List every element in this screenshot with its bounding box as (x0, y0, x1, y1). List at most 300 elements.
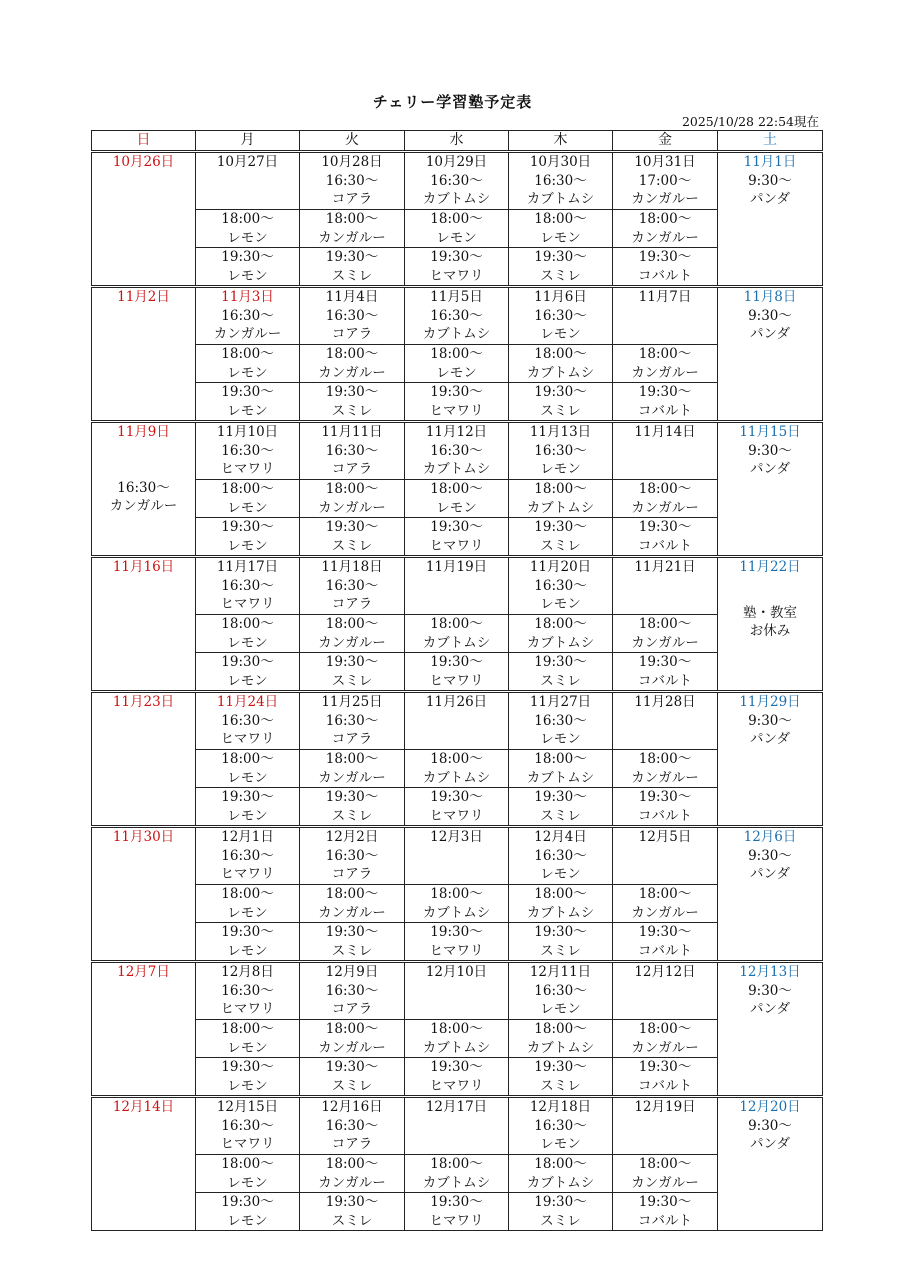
week-row-1930 (92, 248, 823, 287)
class-time: 18:00〜 (221, 616, 274, 632)
class-name: カンガルー (213, 326, 282, 342)
date-label: 12月8日 (221, 964, 274, 980)
class-time: 18:00〜 (325, 1156, 379, 1172)
weekday-cell (509, 962, 613, 1020)
weekday-cell (509, 557, 613, 615)
week-row-afternoon (92, 827, 823, 885)
class-time: 19:30〜 (325, 519, 379, 535)
class-time: 19:30〜 (325, 789, 379, 805)
class-time: 19:30〜 (430, 519, 483, 535)
class-time: 19:30〜 (221, 654, 274, 670)
slot-cell (196, 383, 300, 422)
class-name: レモン (227, 769, 268, 786)
slot-cell (300, 248, 405, 287)
class-time: 18:00〜 (325, 481, 379, 497)
slot-cell (405, 750, 509, 788)
slot-cell (405, 788, 509, 827)
date-label: 11月21日 (634, 559, 696, 575)
class-name: コバルト (638, 402, 692, 419)
class-name: スミレ (540, 1077, 581, 1094)
saturday-cell (718, 962, 823, 1097)
class-name: スミレ (540, 672, 581, 689)
class-name: レモン (227, 1039, 268, 1056)
page-title: チェリー学習塾予定表 (372, 93, 533, 111)
date-label: 11月22日 (739, 559, 801, 575)
class-name: ヒマワリ (220, 731, 275, 747)
slot-cell (613, 480, 718, 518)
week-row-afternoon (92, 557, 823, 615)
class-time: 18:00〜 (430, 211, 483, 227)
weekday-cell (613, 827, 718, 885)
week-row-1930 (92, 518, 823, 557)
class-time: 17:00〜 (638, 172, 692, 189)
slot-cell (613, 1193, 718, 1231)
date-label: 12月15日 (216, 1099, 279, 1115)
weekday-cell (613, 422, 718, 480)
week-row-afternoon (92, 152, 823, 210)
class-time: 19:30〜 (430, 789, 483, 805)
class-time: 9:30〜 (748, 982, 792, 999)
class-time: 19:30〜 (638, 924, 692, 940)
slot-cell (613, 885, 718, 923)
class-name: カブトムシ (422, 461, 491, 477)
week-row-1930 (92, 383, 823, 422)
class-name: パンダ (750, 1001, 790, 1017)
weekday-cell (300, 1097, 405, 1155)
weekday-cell (300, 692, 405, 750)
class-time: 16:30〜 (430, 172, 483, 189)
sunday-cell (92, 1097, 196, 1231)
class-name: コバルト (638, 537, 692, 554)
weekday-cell (613, 557, 718, 615)
class-time: 18:00〜 (430, 1021, 483, 1037)
slot-cell (405, 923, 509, 962)
class-time: 16:30〜 (430, 307, 483, 324)
week-row-1800 (92, 750, 823, 788)
slot-cell (509, 788, 613, 827)
slot-cell (405, 248, 509, 287)
slot-cell (613, 345, 718, 383)
weekday-cell (405, 962, 509, 1020)
header-monday: 月 (196, 131, 300, 152)
class-name: コバルト (638, 807, 692, 824)
date-label: 11月13日 (529, 424, 592, 440)
class-name: カブトムシ (422, 634, 491, 651)
slot-cell (509, 885, 613, 923)
class-time: 19:30〜 (221, 789, 274, 805)
class-name: コバルト (638, 1212, 692, 1229)
class-time: 18:00〜 (638, 481, 692, 497)
slot-cell (613, 923, 718, 962)
weekday-cell (196, 962, 300, 1020)
class-name: スミレ (331, 267, 373, 284)
weekday-cell (405, 422, 509, 480)
class-time: 18:00〜 (638, 1156, 692, 1172)
class-time: 19:30〜 (534, 924, 587, 940)
slot-cell (405, 615, 509, 653)
class-time: 19:30〜 (430, 1059, 483, 1075)
class-time: 16:30〜 (534, 577, 587, 594)
class-time: 16:30〜 (430, 442, 483, 459)
class-time: 18:00〜 (534, 211, 587, 227)
date-label: 11月14日 (634, 424, 696, 440)
class-name: カンガルー (631, 634, 699, 651)
date-label: 11月1日 (743, 154, 797, 170)
class-time: 19:30〜 (638, 384, 692, 400)
slot-cell (196, 1193, 300, 1231)
weekday-cell (509, 287, 613, 345)
date-label: 11月20日 (529, 559, 592, 575)
date-label: 11月6日 (534, 289, 587, 305)
weekday-cell (509, 422, 613, 480)
slot-cell (613, 750, 718, 788)
class-time: 18:00〜 (638, 211, 692, 227)
class-time: 16:30〜 (325, 307, 379, 324)
slot-cell (509, 750, 613, 788)
class-name: カブトムシ (526, 364, 595, 381)
date-label: 10月30日 (529, 154, 592, 170)
date-label: 12月20日 (739, 1099, 801, 1115)
class-time: 19:30〜 (325, 249, 379, 265)
slot-cell (405, 345, 509, 383)
sunday-cell (92, 827, 196, 962)
week-block (92, 557, 823, 692)
slot-cell (300, 210, 405, 248)
weekday-cell (509, 152, 613, 210)
slot-cell (613, 788, 718, 827)
class-name: スミレ (540, 402, 581, 419)
class-time: 19:30〜 (221, 1194, 274, 1210)
header-thursday: 木 (509, 131, 613, 152)
class-time: 16:30〜 (534, 442, 587, 459)
date-label: 10月27日 (216, 154, 279, 170)
class-time: 16:30〜 (325, 847, 379, 864)
slot-cell (509, 1155, 613, 1193)
weekday-cell (405, 287, 509, 345)
class-time: 18:00〜 (221, 751, 274, 767)
closed-notice: 塾・教室 (743, 604, 797, 621)
slot-cell (196, 750, 300, 788)
class-time: 18:00〜 (430, 886, 483, 902)
weekday-cell (300, 827, 405, 885)
slot-cell (300, 480, 405, 518)
weekday-header-row (92, 131, 823, 152)
date-label: 12月2日 (325, 829, 379, 845)
weekday-cell (405, 1097, 509, 1155)
class-name: ヒマワリ (220, 866, 275, 882)
date-label: 12月18日 (529, 1099, 592, 1115)
slot-cell (300, 383, 405, 422)
weekday-cell (613, 1097, 718, 1155)
date-label: 11月29日 (739, 694, 801, 710)
weekday-cell (196, 827, 300, 885)
class-name: スミレ (331, 807, 373, 824)
slot-cell (509, 383, 613, 422)
class-time: 16:30〜 (325, 172, 379, 189)
class-name: コアラ (331, 596, 373, 612)
class-time: 9:30〜 (748, 712, 792, 729)
slot-cell (196, 653, 300, 692)
week-block (92, 287, 823, 422)
class-name: カブトムシ (422, 1174, 491, 1191)
slot-cell (405, 518, 509, 557)
header-friday: 金 (613, 131, 718, 152)
class-time: 16:30〜 (534, 307, 587, 324)
date-label: 11月25日 (321, 694, 383, 710)
class-name: カブトムシ (422, 904, 491, 921)
class-name: スミレ (540, 267, 581, 284)
weekday-cell (613, 152, 718, 210)
class-time: 18:00〜 (534, 886, 587, 902)
slot-cell (196, 1058, 300, 1097)
class-time: 19:30〜 (221, 249, 274, 265)
weekday-cell (613, 692, 718, 750)
class-time: 18:00〜 (221, 211, 274, 227)
slot-cell (613, 210, 718, 248)
slot-cell (196, 345, 300, 383)
class-time: 19:30〜 (638, 1059, 692, 1075)
class-time: 18:00〜 (638, 886, 692, 902)
weekday-cell (196, 692, 300, 750)
slot-cell (196, 885, 300, 923)
class-name: カブトムシ (526, 634, 595, 651)
class-name: カブトムシ (526, 769, 595, 786)
date-label: 11月2日 (117, 289, 170, 305)
slot-cell (613, 248, 718, 287)
class-time: 16:30〜 (534, 712, 587, 729)
class-name: レモン (227, 807, 268, 824)
header-tuesday: 火 (300, 131, 405, 152)
class-time: 16:30〜 (221, 442, 274, 459)
slot-cell (613, 383, 718, 422)
class-time: 19:30〜 (638, 249, 692, 265)
weekday-cell (300, 287, 405, 345)
slot-cell (300, 788, 405, 827)
weekday-cell (405, 557, 509, 615)
class-time: 18:00〜 (638, 751, 692, 767)
class-name: コアラ (331, 866, 373, 882)
weekday-cell (405, 827, 509, 885)
date-label: 11月26日 (425, 694, 488, 710)
weekday-cell (613, 287, 718, 345)
date-label: 11月27日 (529, 694, 592, 710)
weekday-cell (300, 152, 405, 210)
class-name: レモン (227, 537, 268, 554)
slot-cell (405, 1193, 509, 1231)
class-name: スミレ (540, 537, 581, 554)
class-name: スミレ (331, 537, 373, 554)
date-label: 11月7日 (638, 289, 692, 305)
date-label: 11月18日 (321, 559, 383, 575)
class-name: パンダ (750, 866, 790, 882)
class-time: 18:00〜 (534, 616, 587, 632)
week-block (92, 1097, 823, 1231)
class-time: 18:00〜 (325, 346, 379, 362)
class-name: コアラ (331, 191, 373, 207)
class-name: カンガルー (318, 904, 386, 921)
class-name: レモン (540, 866, 581, 882)
class-name: ヒマワリ (429, 537, 484, 554)
week-row-1800 (92, 1155, 823, 1193)
week-row-1800 (92, 480, 823, 518)
class-name: レモン (227, 1077, 268, 1094)
date-label: 12月14日 (112, 1099, 175, 1115)
class-time: 16:30〜 (534, 847, 587, 864)
date-label: 11月24日 (216, 694, 279, 710)
date-label: 12月9日 (325, 964, 379, 980)
class-time: 18:00〜 (534, 1021, 587, 1037)
weekday-cell (613, 962, 718, 1020)
date-label: 11月8日 (743, 289, 797, 305)
class-time: 18:00〜 (430, 1156, 483, 1172)
week-row-1800 (92, 345, 823, 383)
class-time: 19:30〜 (221, 924, 274, 940)
week-row-afternoon (92, 692, 823, 750)
date-label: 12月3日 (430, 829, 483, 845)
class-time: 18:00〜 (638, 616, 692, 632)
weekday-cell (196, 557, 300, 615)
class-name: カンガルー (631, 769, 699, 786)
slot-cell (509, 210, 613, 248)
class-name: ヒマワリ (220, 1136, 275, 1152)
class-name: カンガルー (318, 634, 386, 651)
class-time: 16:30〜 (221, 307, 274, 324)
slot-cell (300, 615, 405, 653)
class-name: コアラ (331, 1136, 373, 1152)
class-time: 16:30〜 (534, 172, 587, 189)
class-name: レモン (540, 1136, 581, 1152)
slot-cell (300, 518, 405, 557)
class-time: 18:00〜 (325, 751, 379, 767)
class-time: 16:30〜 (325, 577, 379, 594)
sunday-cell (92, 692, 196, 827)
class-time: 18:00〜 (221, 1156, 274, 1172)
slot-cell (300, 923, 405, 962)
slot-cell (509, 248, 613, 287)
class-name: スミレ (331, 672, 373, 689)
saturday-cell (718, 287, 823, 422)
class-time: 16:30〜 (325, 442, 379, 459)
class-name: カブトムシ (422, 1039, 491, 1056)
date-label: 10月28日 (321, 154, 383, 170)
class-time: 16:30〜 (117, 479, 170, 496)
class-time: 19:30〜 (430, 654, 483, 670)
class-name: レモン (227, 402, 268, 419)
header-wednesday: 水 (405, 131, 509, 152)
class-time: 16:30〜 (221, 712, 274, 729)
class-time: 9:30〜 (748, 307, 792, 324)
date-label: 11月12日 (425, 424, 488, 440)
date-label: 12月19日 (634, 1099, 696, 1115)
class-name: コアラ (331, 326, 373, 342)
slot-cell (300, 1020, 405, 1058)
class-time: 19:30〜 (430, 384, 483, 400)
class-name: カンガルー (631, 191, 699, 207)
week-row-1800 (92, 885, 823, 923)
date-label: 11月3日 (221, 289, 274, 305)
class-name: ヒマワリ (429, 402, 484, 419)
slot-cell (613, 653, 718, 692)
slot-cell (300, 1193, 405, 1231)
class-name: カンガルー (318, 364, 386, 381)
class-name: スミレ (331, 942, 373, 959)
class-name: スミレ (540, 1212, 581, 1229)
class-name: ヒマワリ (429, 672, 484, 689)
last-updated-timestamp: 2025/10/28 22:54現在 (681, 114, 819, 129)
date-label: 10月31日 (634, 154, 696, 170)
class-name: スミレ (540, 807, 581, 824)
slot-cell (300, 1058, 405, 1097)
class-name: カンガルー (631, 229, 699, 246)
class-time: 19:30〜 (325, 1194, 379, 1210)
class-time: 19:30〜 (534, 384, 587, 400)
class-name: ヒマワリ (429, 267, 484, 284)
slot-cell (509, 653, 613, 692)
date-label: 12月11日 (529, 964, 592, 980)
class-time: 9:30〜 (748, 172, 792, 189)
class-time: 18:00〜 (430, 346, 483, 362)
week-row-1930 (92, 1193, 823, 1231)
weekday-cell (300, 962, 405, 1020)
weekday-cell (405, 692, 509, 750)
slot-cell (196, 788, 300, 827)
class-time: 9:30〜 (748, 847, 792, 864)
saturday-cell (718, 1097, 823, 1231)
class-time: 16:30〜 (534, 982, 587, 999)
slot-cell (405, 480, 509, 518)
class-time: 18:00〜 (221, 1021, 274, 1037)
slot-cell (196, 480, 300, 518)
class-time: 18:00〜 (221, 886, 274, 902)
slot-cell (509, 1058, 613, 1097)
class-time: 19:30〜 (534, 1059, 587, 1075)
slot-cell (613, 1155, 718, 1193)
sunday-cell (92, 152, 196, 287)
slot-cell (509, 615, 613, 653)
class-name: パンダ (750, 326, 790, 342)
slot-cell (196, 210, 300, 248)
week-row-1800 (92, 615, 823, 653)
class-name: コバルト (638, 1077, 692, 1094)
class-name: レモン (540, 1001, 581, 1017)
class-time: 18:00〜 (325, 211, 379, 227)
class-name: カンガルー (318, 1039, 386, 1056)
class-name: スミレ (540, 942, 581, 959)
slot-cell (509, 1193, 613, 1231)
class-name: レモン (227, 267, 268, 284)
date-label: 11月17日 (216, 559, 279, 575)
slot-cell (196, 1155, 300, 1193)
class-time: 19:30〜 (638, 789, 692, 805)
class-name: カブトムシ (422, 769, 491, 786)
class-name: スミレ (331, 1077, 373, 1094)
class-name: コアラ (331, 731, 373, 747)
class-time: 18:00〜 (638, 346, 692, 362)
class-time: 18:00〜 (325, 886, 379, 902)
class-time: 19:30〜 (221, 384, 274, 400)
class-time: 18:00〜 (534, 346, 587, 362)
weekday-cell (196, 422, 300, 480)
slot-cell (300, 750, 405, 788)
class-name: レモン (436, 499, 477, 516)
slot-cell (300, 345, 405, 383)
class-name: スミレ (331, 1212, 373, 1229)
week-block (92, 962, 823, 1097)
week-row-1800 (92, 210, 823, 248)
class-name: レモン (227, 364, 268, 381)
class-name: レモン (227, 942, 268, 959)
date-label: 11月16日 (112, 559, 175, 575)
